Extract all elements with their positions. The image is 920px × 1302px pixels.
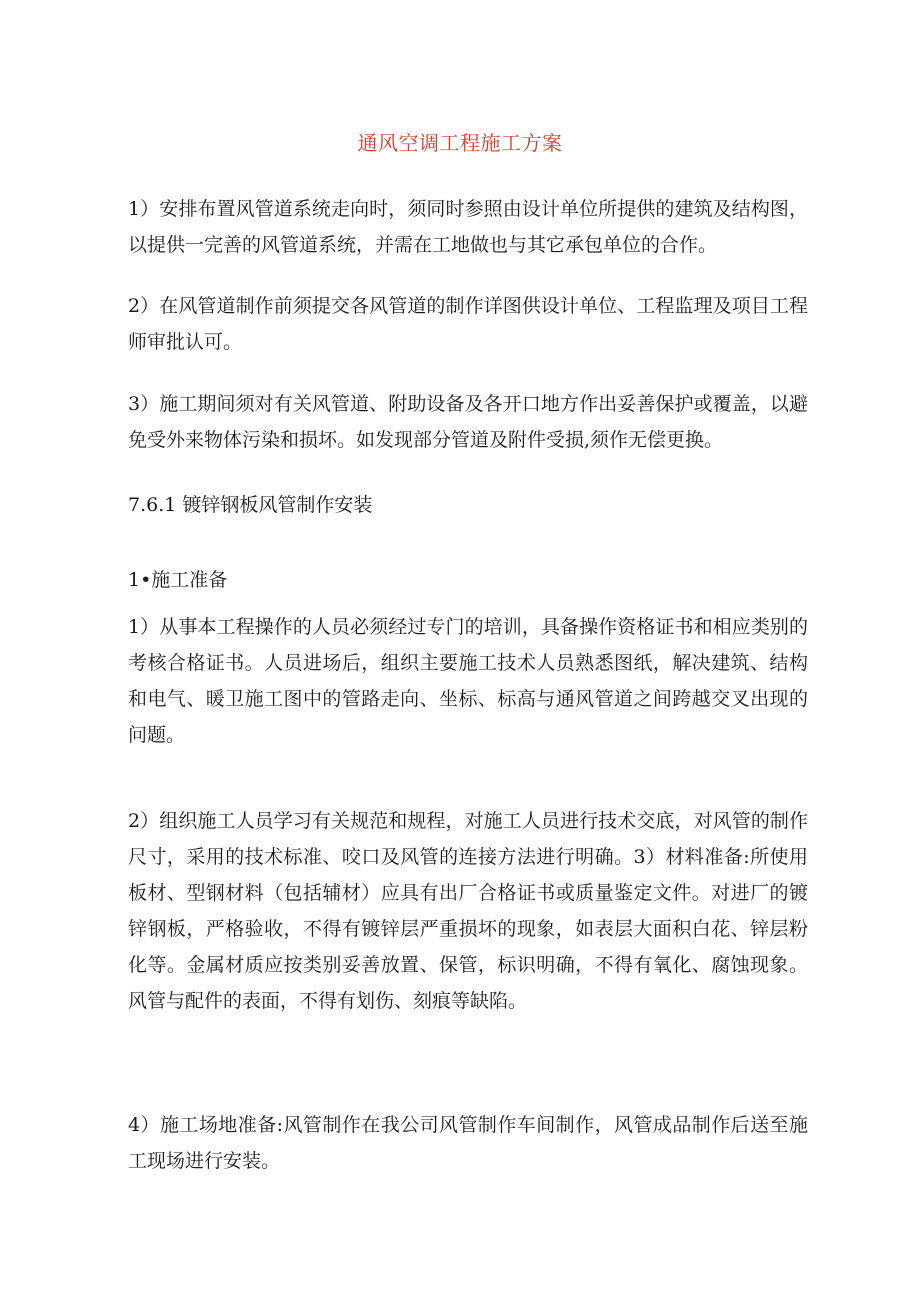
paragraph-technical-briefing: 2）组织施工人员学习有关规范和规程，对施工人员进行技术交底，对风管的制作尺寸，采用的技术标准、咬口及风管的连接方法进行明确。3）材料准备:所使用板材、型钢材料（包括辅材）应具有出厂合格证书或质量鉴定文件。对进厂的镀锌钢板，严格验收，不得有镀锌层严重损坏的现象，如表层大面积白花、锌层粉化等。金属材质应按类别妥善放置、保管，标识明确，不得有氧化、腐蚀现象。风管与配件的表面，不得有划伤、刻痕等缺陷。	[128, 810, 808, 1012]
paragraph-protection: 3）施工期间须对有关风管道、附助设备及各开口地方作出妥善保护或覆盖，以避免受外来物体污染和损坏。如发现部分管道及附件受损,须作无偿更换。	[128, 393, 808, 451]
section-heading: 7.6.1 镀锌钢板风管制作安装	[128, 494, 373, 516]
paragraph-shop-drawings: 2）在风管道制作前须提交各风管道的制作详图供设计单位、工程监理及项目工程师审批认可。	[128, 295, 808, 353]
document-title: 通风空调工程施工方案	[357, 131, 563, 155]
paragraph-personnel: 1）从事本工程操作的人员必须经过专门的培训，具备操作资格证书和相应类别的考核合格证书。人员进场后，组织主要施工技术人员熟悉图纸，解决建筑、结构和电气、暖卫施工图中的管路走向、坐标、标高与通风管道之间跨越交叉出现的问题。	[128, 616, 808, 746]
paragraph-layout: 1）安排布置风管道系统走向时，须同时参照由设计单位所提供的建筑及结构图，以提供一完善的风管道系统，并需在工地做也与其它承包单位的合作。	[128, 198, 808, 256]
paragraph-site-preparation: 4）施工场地准备:风管制作在我公司风管制作车间制作，风管成品制作后送至施工现场进行安装。	[128, 1114, 808, 1172]
subsection-heading: 1•施工准备	[128, 569, 228, 591]
